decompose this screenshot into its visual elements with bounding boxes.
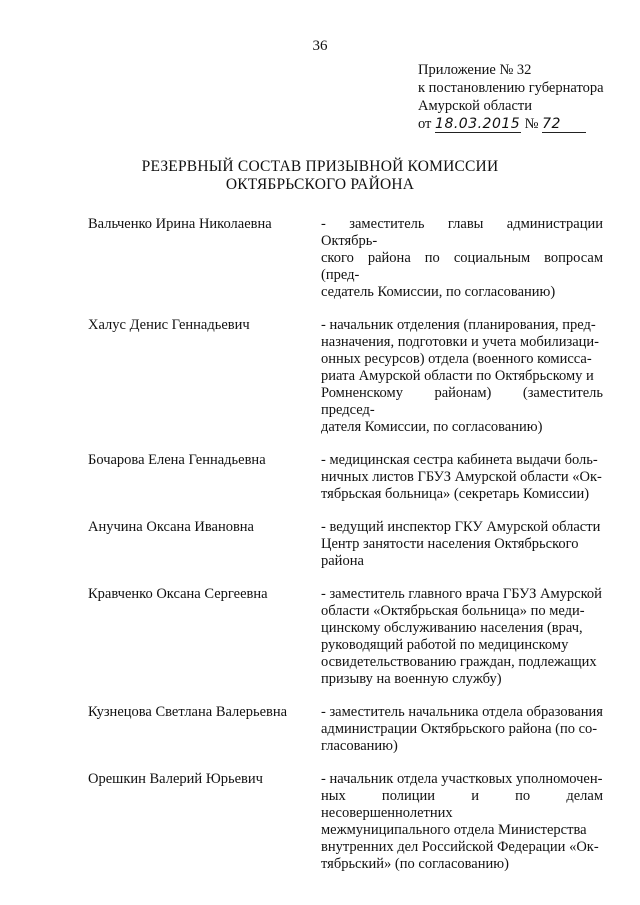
appendix-line-1: Приложение № 32 xyxy=(418,62,532,78)
handwritten-number: 72 xyxy=(542,116,586,133)
member-role: - медицинская сестра кабинета выдачи боль- ничных листов ГБУЗ Амурской области «Ок- тябрьская больница» (секретарь Комиссии) xyxy=(321,452,602,502)
member-role: - начальник отдела участковых уполномочен- ных полиции и по делам несовершеннолетних межмуниципального отдела Министерства внутренних дел Российской Федерации «Ок- тябрьский» (по согласованию) xyxy=(321,771,603,872)
appendix-date-line xyxy=(418,115,618,133)
member-role: - ведущий инспектор ГКУ Амурской области Центр занятости населения Октябрьского района xyxy=(321,519,601,569)
member-row xyxy=(88,452,604,503)
title-line-2: ОКТЯБРЬСКОГО РАЙОНА xyxy=(225,176,415,193)
member-name: Бочарова Елена Геннадьевна xyxy=(88,452,266,468)
member-row xyxy=(88,216,604,301)
appendix-block xyxy=(418,61,618,133)
title-line-1: РЕЗЕРВНЫЙ СОСТАВ ПРИЗЫВНОЙ КОМИССИИ xyxy=(141,158,499,175)
page-number: 36 xyxy=(312,38,328,54)
member-row xyxy=(88,586,604,688)
member-row xyxy=(88,317,604,436)
handwritten-date: 18.03.2015 xyxy=(435,116,521,132)
member-role: - начальник отделения (планирования, пред- назначения, подготовки и учета мобилизаци- онных ресурсов) отдела (военного комисса- риата Амурской области по Октябрьскому и Ромненскому районам) (заместитель председ- дателя Комиссии, по согласованию) xyxy=(321,317,603,435)
member-row xyxy=(88,771,604,873)
member-role: - заместитель главы администрации Октябрь- ского района по социальным вопросам (пред- седатель Комиссии, по согласованию) xyxy=(321,216,603,300)
member-role: - заместитель начальника отдела образования администрации Октябрьского района (по со- гласованию) xyxy=(321,704,603,754)
members-list xyxy=(88,216,604,889)
member-role: - заместитель главного врача ГБУЗ Амурской области «Октябрьская больница» по меди- цинскому обслуживанию населения (врач, руководящий работой по медицинскому освидетельствованию граждан, подлежащих призыву на военную службу) xyxy=(321,586,602,687)
member-name: Кравченко Оксана Сергеевна xyxy=(88,586,268,602)
member-row xyxy=(88,704,604,755)
appendix-line-3: Амурской области xyxy=(418,98,532,114)
member-name: Орешкин Валерий Юрьевич xyxy=(88,771,263,787)
member-name: Вальченко Ирина Николаевна xyxy=(88,216,272,232)
member-row xyxy=(88,519,604,570)
date-prefix: от xyxy=(418,116,432,132)
document-title xyxy=(0,158,640,194)
number-prefix: № xyxy=(524,116,539,132)
member-name: Халус Денис Геннадьевич xyxy=(88,317,250,333)
appendix-line-2: к постановлению губернатора xyxy=(418,80,604,96)
member-name: Анучина Оксана Ивановна xyxy=(88,519,254,535)
member-name: Кузнецова Светлана Валерьевна xyxy=(88,704,288,720)
